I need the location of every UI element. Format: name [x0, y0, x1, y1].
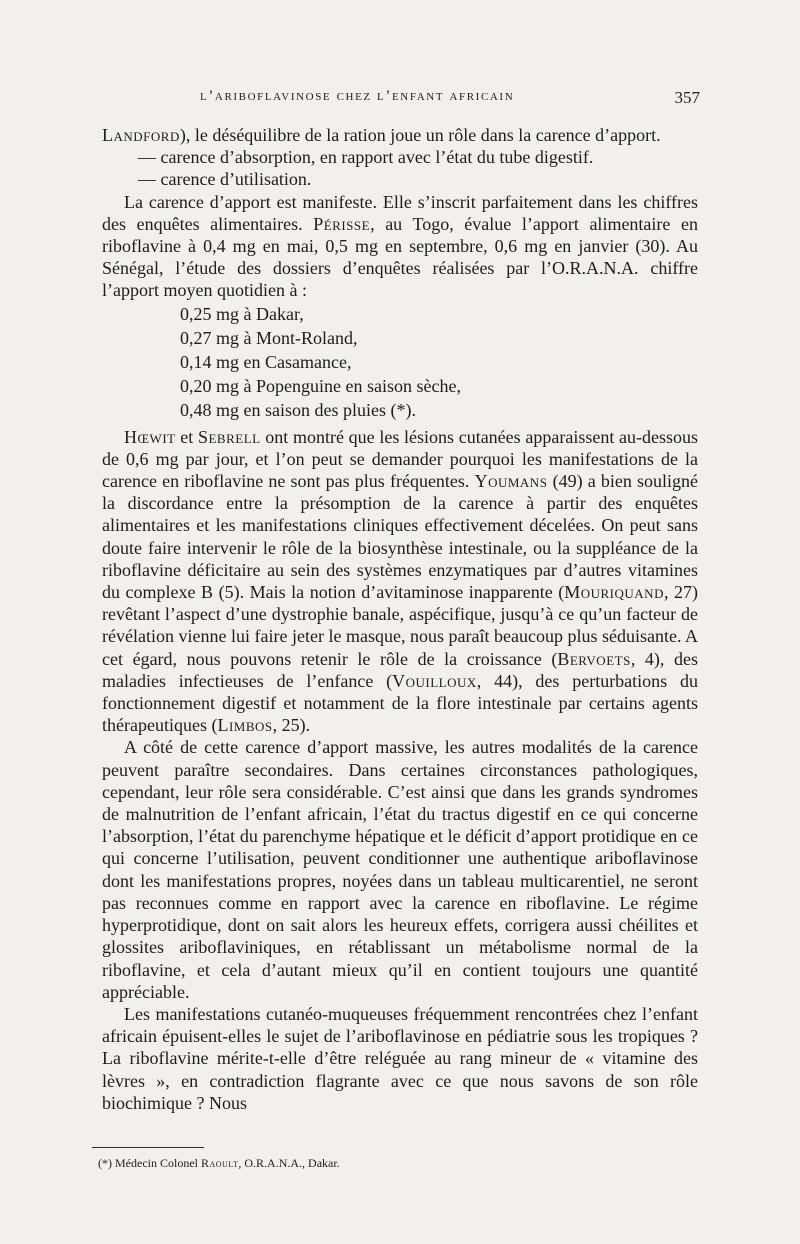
paragraph-6: A côté de cette carence d’apport massive, les autres modalités de la carence peuvent paraître secondaires. Dans certaines circonstances pathologiques, cependant, leur rôle sera considérable. C’est ainsi que dans les grands syndromes de malnutrition de l’enfant africain, l’état du tractus digestif en ce qui concerne l’absorption, l’état du parenchyme hépatique et le déficit d’apport protidique en ce qui concerne l’utilisation, peuvent conditionner une authentique ariboflavinose dont les manifestations propres, noyées dans un tableau multicarentiel, ne seront pas reconnues comme en rapport avec la carence en riboflavine. Le régime hyperprotidique, dont on sait alors les heureux effets, corrigera aussi chéilites et glossites ariboflaviniques, en rétablissant un métabolisme normal de la riboflavine, et cela d’autant mieux qu’il en contient toujours une quantité appréciable. [102, 737, 698, 1002]
intake-list [180, 302, 698, 422]
paragraph-text: , 27) revêtant l’aspect d’une dystrophie banale, aspécifique, jusqu’à ce qu’un facteur de révélation vienne lui faire jeter le masque, nous paraît beaucoup plus séduisante. A cet égard, nous pouvons retenir le rôle de la croissance ( [102, 582, 699, 669]
author-name: Hœwit [124, 426, 176, 447]
paragraph-text: ont montré que les lésions cutanées apparaissent au-dessous de 0,6 mg par jour, et l’on peut se demander pourquoi les manifestations de la carence en riboflavine ne sont pas plus fréquentes. [102, 426, 698, 492]
paragraph-text: , 44), des perturbations du fonctionnement digestif et notamment de la flore intestinale par certains agents thérapeutiques ( [102, 670, 698, 736]
list-item: 0,25 mg à Dakar, [180, 303, 304, 324]
footnote-text: , O.R.A.N.A., Dakar. [238, 1156, 340, 1170]
page-header [100, 88, 700, 112]
list-item: 0,20 mg à Popenguine en saison sèche, [180, 375, 461, 396]
paragraph-text: ), le déséquilibre de la ration joue un rôle dans la carence d’apport. [179, 125, 661, 145]
running-head: l’ariboflavinose chez l’enfant africain [200, 88, 515, 104]
paragraph-text: La carence d’apport est manifeste. Elle s’inscrit parfaitement dans les chiffres des enquêtes alimentaires. [102, 191, 698, 234]
footnote [98, 1156, 340, 1171]
paragraph-3: — carence d’utilisation. [138, 169, 312, 190]
list-item: 0,48 mg en saison des pluies (*). [180, 399, 416, 420]
paragraph-text: , au Togo, évalue l’apport alimentaire en riboflavine à 0,4 mg en mai, 0,5 mg en septembre, 0,6 mg en janvier (30). Au Sénégal, l’étude des dossiers d’enquêtes réalisées par l’O.R.A.N.A. chiffre l’apport moyen quotidien à : [102, 213, 698, 301]
paragraph-7: Les manifestations cutanéo-muqueuses fréquemment rencontrées chez l’enfant africain épuisent-elles le sujet de l’ariboflavinose en pédiatrie sous les tropiques ? La riboflavine mérite-t-elle d’être reléguée au rang mineur de « vitamine des lèvres », en contradiction flagrante avec ce que nous savons de son rôle biochimique ? Nous [102, 1003, 698, 1113]
paragraph-text: (49) a bien souligné la discordance entre la présomption de la carence à partir des enquêtes alimentaires et les manifestations cliniques effectivement décelées. On peut sans doute faire intervenir le rôle de la biosynthèse intestinale, ou la suppléance de la riboflavine déficitaire au sein des systèmes enzymatiques par d’autres vitamines du complexe B (5). Mais la notion d’avitaminose inapparente ( [102, 471, 698, 603]
footnote-rule [92, 1147, 204, 1148]
paragraph-text: , 25). [272, 715, 311, 736]
paragraph-5 [102, 426, 698, 737]
author-name: Bervoets [557, 648, 631, 669]
footnote-name: Raoult [200, 1156, 239, 1170]
author-name: Youmans [474, 471, 548, 492]
paragraph-text: et [175, 426, 198, 447]
paragraph-4 [102, 191, 698, 302]
author-name: Vouilloux [392, 670, 477, 691]
footnote-mark: (*) Médecin Colonel [98, 1156, 201, 1170]
page-number: 357 [674, 88, 700, 107]
paragraph-1 [102, 124, 698, 146]
author-name: Sebrell [197, 426, 261, 447]
paragraph-2: — carence d’absorption, en rapport avec l’état du tube digestif. [138, 147, 594, 168]
author-name: Landford [102, 125, 180, 145]
paragraph-text: , 4), des maladies infectieuses de l’enfance ( [102, 648, 698, 691]
author-name: Mouriquand [564, 582, 664, 603]
list-item: 0,27 mg à Mont-Roland, [180, 327, 358, 348]
list-item: 0,14 mg en Casamance, [180, 351, 352, 372]
body-text [102, 124, 698, 1114]
author-name: Périsse [313, 213, 371, 234]
author-name: Limbos [217, 715, 273, 736]
